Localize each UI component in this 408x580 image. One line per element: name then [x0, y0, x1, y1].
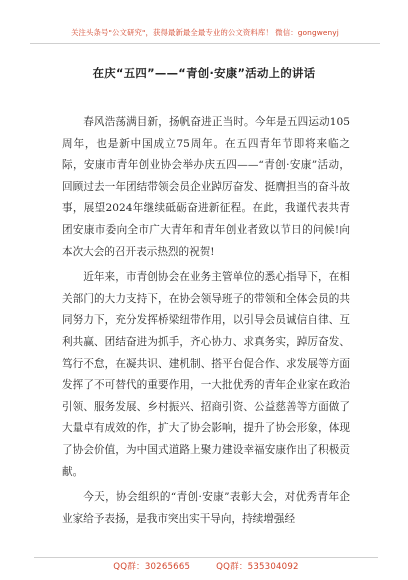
- page-header: [30, 20, 380, 44]
- document-title: 在庆“五四”——“青创·安康”活动上的讲话: [92, 66, 316, 80]
- paragraph-2: 近年来，市青创协会在业务主管单位的悉心指导下，在相关部门的大力支持下，在协会领导班子的带领和全体会员的共同努力下，充分发挥桥梁纽带作用，以引导会员诚信自律、互利共赢、团结奋进为抓手，齐心协力、求真务实，踔厉奋发、笃行不怠，在凝共识、建机制、搭平台促合作、求发展等方面发挥了不可替代的重要作用，一大批优秀的青年企业家在政治引领、服务发展、乡村振兴、招商引资、公益慈善等方面做了大量卓有成效的作，扩大了协会影响，提升了协会形象，体现了协会价值，为中国式道路上聚力建设幸福安康作出了积极贡献。: [62, 271, 350, 478]
- page-footer: [34, 557, 378, 572]
- footer-qq-group-2: QQ群：535304092: [216, 562, 299, 572]
- footer-qq-group-1: QQ群：30265665: [113, 562, 191, 572]
- paragraph-3: 今天，协会组织的“青创·安康”表彰大会，对优秀青年企业家给予表扬，是我市突出实干导向，持续增强经: [62, 491, 350, 525]
- paragraph-1: 春风浩荡满目新，扬帆奋进正当时。今年是五四运动105周年，也是新中国成立75周年。在五四青年节即将来临之际，安康市青年创业协会举办庆五四——“青创·安康”活动，回顾过去一年团结带领会员企业踔厉奋发、挺膺担当的奋斗故事，展望2024年继续砥砺奋进新征程。在此，我谨代表共青团安康市委向全市广大青年和青年创业者致以节日的问候!向本次大会的召开表示热烈的祝贺!: [62, 116, 350, 258]
- header-text: 关注头条号"公文研究"，获得最新最全最专业的公文资料库！ 微信：gongwenyj: [71, 28, 339, 37]
- document-body: [62, 112, 350, 534]
